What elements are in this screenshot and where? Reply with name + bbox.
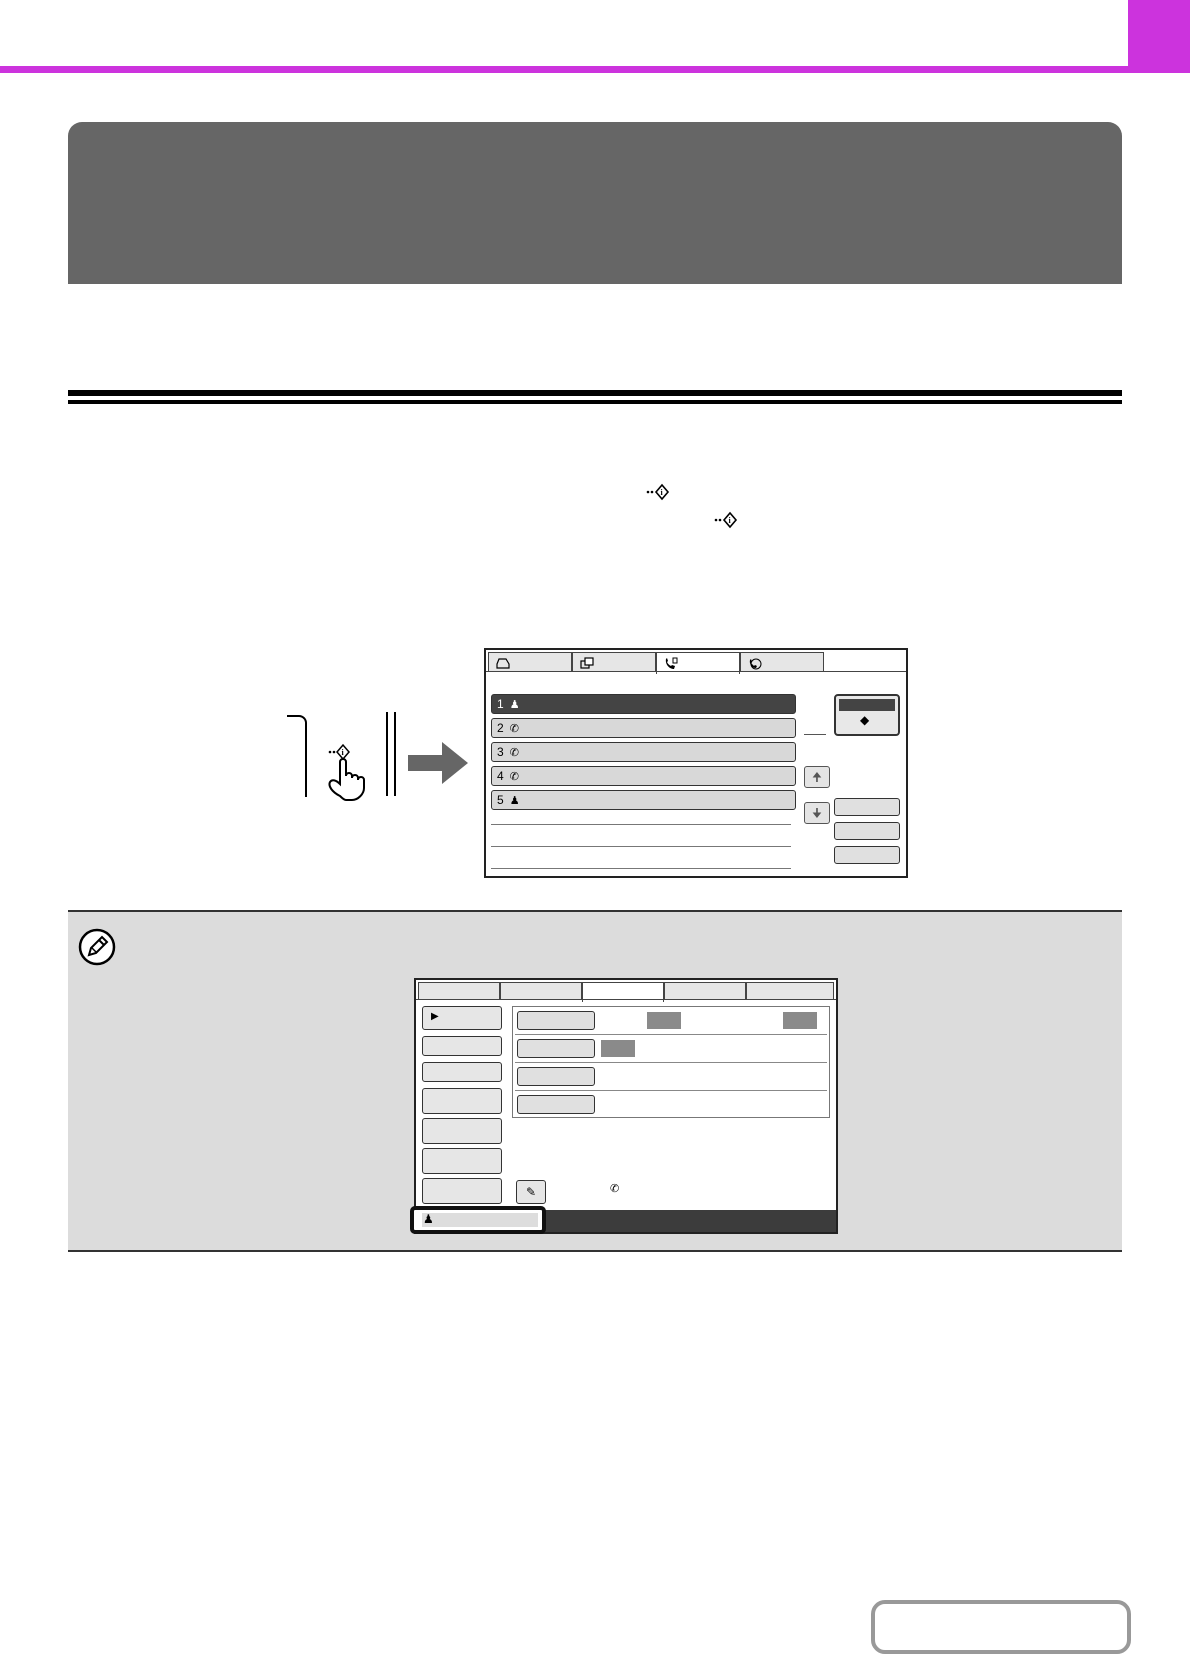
tab[interactable] bbox=[664, 982, 746, 1000]
row-number: 3 bbox=[497, 745, 504, 759]
address-book-screen bbox=[484, 648, 908, 878]
tab-internet-fax[interactable] bbox=[740, 652, 824, 672]
phone-icon: ✆ bbox=[610, 1183, 620, 1195]
sort-diamond-icon: ◆ bbox=[860, 713, 870, 727]
group-icon: ♟ bbox=[423, 1212, 434, 1226]
address-book-icon: ✎ bbox=[525, 1185, 537, 1199]
left-menu-button[interactable] bbox=[422, 1088, 502, 1114]
arrow-up-icon: 🠉 bbox=[812, 770, 822, 784]
panel-divider bbox=[386, 712, 388, 796]
tab-underline bbox=[416, 999, 836, 1000]
empty-row bbox=[491, 868, 791, 869]
address-row[interactable] bbox=[491, 718, 796, 738]
row-number: 5 bbox=[497, 793, 504, 807]
arrow-down-icon: 🠋 bbox=[812, 806, 822, 820]
side-button[interactable] bbox=[834, 822, 900, 840]
job-status-display bbox=[422, 1213, 538, 1227]
dotted-arrow-info-icon bbox=[646, 482, 670, 502]
group-icon: ♟ bbox=[509, 795, 520, 807]
left-menu-button[interactable] bbox=[422, 1062, 502, 1082]
fax-icon bbox=[663, 656, 679, 672]
settings-panel bbox=[512, 1006, 830, 1118]
divider bbox=[515, 1090, 827, 1091]
internet-fax-icon bbox=[747, 656, 763, 672]
svg-text:i: i bbox=[660, 488, 663, 497]
top-accent-line bbox=[0, 66, 1130, 73]
hand-pointer-icon bbox=[322, 740, 382, 802]
setting-value-box bbox=[601, 1040, 635, 1057]
page-header-banner bbox=[68, 122, 1122, 284]
left-menu-button[interactable] bbox=[422, 1118, 502, 1144]
row-number: 1 bbox=[497, 697, 504, 711]
setting-value-box bbox=[783, 1012, 817, 1029]
tab-underline bbox=[486, 671, 906, 672]
pencil-icon bbox=[78, 928, 116, 966]
panel-divider bbox=[394, 712, 396, 796]
printer-icon bbox=[495, 656, 511, 670]
address-row[interactable] bbox=[491, 790, 796, 810]
address-row[interactable] bbox=[491, 694, 796, 714]
address-row[interactable] bbox=[491, 742, 796, 762]
address-button[interactable] bbox=[516, 1180, 546, 1204]
sort-label-bar bbox=[839, 699, 895, 711]
sort-button[interactable] bbox=[834, 694, 900, 736]
row-number: 2 bbox=[497, 721, 504, 735]
copy-icon bbox=[579, 656, 595, 670]
tab-copy[interactable] bbox=[572, 652, 656, 672]
row-number: 4 bbox=[497, 769, 504, 783]
side-button[interactable] bbox=[834, 846, 900, 864]
tab[interactable] bbox=[500, 982, 582, 1000]
left-menu-button[interactable] bbox=[422, 1148, 502, 1174]
tab-printer[interactable] bbox=[488, 652, 572, 672]
left-menu-button[interactable] bbox=[422, 1006, 502, 1030]
page-dash bbox=[804, 734, 826, 735]
svg-text:i: i bbox=[341, 748, 344, 757]
section-rule bbox=[68, 390, 1122, 396]
phone-icon: ✆ bbox=[509, 723, 519, 735]
right-arrow-icon bbox=[408, 742, 468, 784]
dotted-arrow-info-icon bbox=[714, 510, 738, 530]
tab[interactable] bbox=[418, 982, 500, 1000]
setting-button[interactable] bbox=[517, 1011, 595, 1030]
side-button[interactable] bbox=[834, 798, 900, 816]
empty-row bbox=[491, 824, 791, 825]
divider bbox=[515, 1034, 827, 1035]
setting-button[interactable] bbox=[517, 1095, 595, 1114]
scroll-up-button[interactable] bbox=[804, 766, 830, 788]
key-bracket bbox=[287, 715, 307, 797]
group-icon: ♟ bbox=[509, 699, 520, 711]
left-menu-button[interactable] bbox=[422, 1178, 502, 1204]
divider bbox=[515, 1062, 827, 1063]
highlighted-job-status-key[interactable] bbox=[410, 1206, 546, 1234]
section-rule-thin bbox=[68, 400, 1122, 404]
fax-main-screen bbox=[414, 978, 838, 1234]
phone-icon: ✆ bbox=[509, 747, 519, 759]
corner-tab[interactable] bbox=[1128, 0, 1190, 73]
phone-icon: ✆ bbox=[509, 771, 519, 783]
contents-button[interactable] bbox=[871, 1600, 1131, 1654]
address-row[interactable] bbox=[491, 766, 796, 786]
setting-value-box bbox=[647, 1012, 681, 1029]
play-icon: ▶ bbox=[431, 1011, 439, 1022]
setting-button[interactable] bbox=[517, 1067, 595, 1086]
tab[interactable] bbox=[746, 982, 834, 1000]
empty-row bbox=[491, 846, 791, 847]
svg-text:i: i bbox=[728, 516, 731, 525]
setting-button[interactable] bbox=[517, 1039, 595, 1058]
scroll-down-button[interactable] bbox=[804, 802, 830, 824]
left-menu-button[interactable] bbox=[422, 1036, 502, 1056]
